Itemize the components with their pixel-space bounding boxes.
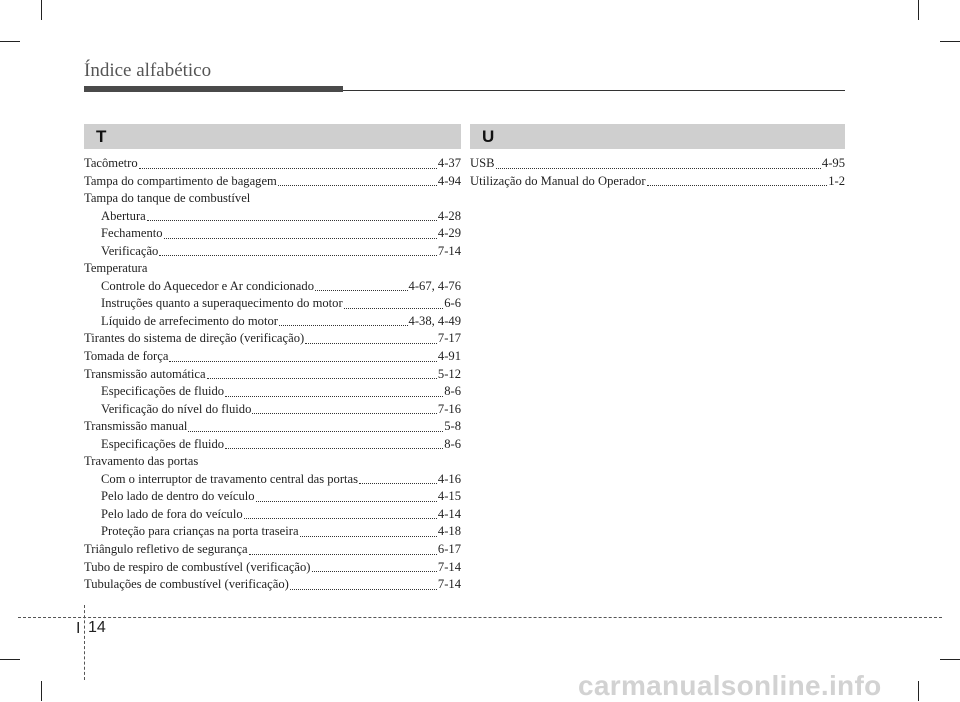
index-entry — [84, 471, 461, 489]
index-entry-page: 4-14 — [437, 506, 461, 521]
index-entry-label: Fechamento — [101, 226, 163, 241]
index-list-t — [84, 155, 461, 594]
index-entry — [84, 576, 461, 594]
crop-mark — [41, 0, 42, 20]
index-entry — [84, 401, 461, 419]
crop-mark — [940, 659, 960, 660]
dot-leader — [305, 342, 437, 344]
index-entry — [470, 173, 845, 191]
dot-leader — [169, 360, 436, 362]
index-entry-page: 4-28 — [437, 208, 461, 223]
dot-leader — [159, 254, 437, 256]
index-entry — [84, 541, 461, 559]
index-entry — [84, 260, 461, 278]
index-entry-page: 7-17 — [437, 331, 461, 346]
index-list-u — [470, 155, 845, 190]
page-number: 14 — [88, 619, 106, 636]
index-entry-label: Tubulações de combustível (verificação) — [84, 577, 289, 592]
dot-leader — [164, 237, 437, 239]
index-entry-page: 7-14 — [437, 243, 461, 258]
index-entry-label: Líquido de arrefecimento do motor — [101, 313, 278, 328]
crop-mark — [918, 681, 919, 701]
index-entry — [84, 243, 461, 261]
index-entry-label: USB — [470, 156, 495, 170]
footer-guide-line — [18, 617, 942, 618]
crop-mark — [0, 659, 20, 660]
dot-leader — [278, 184, 437, 186]
index-entry-label: Tirantes do sistema de direção (verificação) — [84, 331, 305, 346]
index-entry-label: Triângulo refletivo de segurança — [84, 542, 248, 557]
index-entry — [84, 208, 461, 226]
index-entry-label: Instruções quanto a superaquecimento do motor — [101, 296, 343, 311]
index-entry-page: 6-6 — [444, 296, 461, 311]
crop-mark — [940, 41, 960, 42]
index-entry-page: 4-37 — [437, 156, 461, 170]
index-entry — [84, 295, 461, 313]
index-entry-label: Utilização do Manual do Operador — [470, 173, 646, 188]
index-entry-label: Tampa do tanque de combustível — [84, 191, 251, 206]
index-entry — [84, 173, 461, 191]
dot-leader — [139, 167, 437, 169]
index-entry-page: 4-95 — [821, 156, 845, 170]
index-entry-label: Proteção para crianças na porta traseira — [101, 524, 299, 539]
index-entry — [84, 348, 461, 366]
index-entry — [84, 436, 461, 454]
index-entry-label: Temperatura — [84, 261, 148, 276]
index-entry-label: Travamento das portas — [84, 454, 199, 469]
footer-separator: I — [76, 620, 81, 637]
dot-leader — [312, 570, 437, 572]
index-entry-page: 1-2 — [828, 173, 845, 188]
dot-leader — [188, 430, 443, 432]
page-title: Índice alfabético — [84, 60, 212, 81]
index-entry-page: 7-16 — [437, 401, 461, 416]
index-entry-page: 4-16 — [437, 471, 461, 486]
dot-leader — [300, 535, 437, 537]
index-entry-label: Tampa do compartimento de bagagem — [84, 173, 277, 188]
dot-leader — [256, 500, 437, 502]
index-entry-page: 5-12 — [437, 366, 461, 381]
index-entry — [84, 453, 461, 471]
index-entry-page: 8-6 — [444, 436, 461, 451]
index-entry — [84, 418, 461, 436]
index-entry — [84, 330, 461, 348]
dot-leader — [344, 307, 444, 309]
index-entry-label: Transmissão automática — [84, 366, 206, 381]
index-entry-page: 7-14 — [437, 559, 461, 574]
index-entry-page: 5-8 — [444, 419, 461, 434]
index-entry-page: 4-91 — [437, 349, 461, 364]
dot-leader — [225, 395, 443, 397]
index-entry-page: 4-15 — [437, 489, 461, 504]
index-entry — [84, 190, 461, 208]
crop-mark — [918, 0, 919, 20]
dot-leader — [290, 588, 437, 590]
crop-mark — [41, 681, 42, 701]
index-entry-label: Transmissão manual — [84, 419, 188, 434]
index-entry-label: Verificação do nível do fluido — [101, 401, 252, 416]
index-entry — [84, 383, 461, 401]
dot-leader — [207, 377, 437, 379]
dot-leader — [225, 447, 443, 449]
index-entry — [84, 278, 461, 296]
index-entry — [84, 488, 461, 506]
index-entry-page: 7-14 — [437, 577, 461, 592]
index-entry-label: Especificações de fluido — [101, 436, 225, 451]
dot-leader — [244, 517, 437, 519]
index-entry-label: Pelo lado de dentro do veículo — [101, 489, 255, 504]
index-entry-label: Tomada de força — [84, 349, 169, 364]
dot-leader — [647, 184, 828, 186]
dot-leader — [279, 324, 408, 326]
index-entry-label: Pelo lado de fora do veículo — [101, 506, 243, 521]
index-entry-label: Com o interruptor de travamento central das portas — [101, 471, 359, 486]
index-entry-label: Tubo de respiro de combustível (verificação) — [84, 559, 311, 574]
index-entry-page: 6-17 — [437, 542, 461, 557]
index-entry-page: 4-29 — [437, 226, 461, 241]
index-entry-label: Abertura — [101, 208, 146, 223]
dot-leader — [315, 289, 408, 291]
dot-leader — [147, 219, 437, 221]
footer-guide-line-vertical — [84, 605, 85, 680]
index-entry — [84, 225, 461, 243]
dot-leader — [496, 167, 821, 169]
index-entry-page: 4-67, 4-76 — [408, 278, 461, 293]
index-entry-label: Tacômetro — [84, 156, 138, 170]
index-entry — [84, 155, 461, 173]
index-entry-label: Verificação — [101, 243, 159, 258]
index-entry — [84, 559, 461, 577]
watermark: carmanualsonline.info — [578, 670, 882, 701]
index-entry-page: 4-18 — [437, 524, 461, 539]
dot-leader — [252, 412, 437, 414]
index-entry — [84, 366, 461, 384]
index-entry-page: 4-94 — [437, 173, 461, 188]
letter-heading-u: U — [470, 124, 845, 149]
index-column-u — [470, 124, 845, 190]
index-entry-label: Controle do Aquecedor e Ar condicionado — [101, 278, 314, 293]
index-entry — [84, 313, 461, 331]
dot-leader — [359, 482, 437, 484]
index-entry-page: 4-38, 4-49 — [408, 313, 461, 328]
index-column-t — [84, 124, 461, 594]
index-entry-label: Especificações de fluido — [101, 384, 225, 399]
index-entry — [84, 523, 461, 541]
crop-mark — [0, 41, 20, 42]
letter-heading-t: T — [84, 124, 461, 149]
index-entry — [84, 506, 461, 524]
index-entry-page: 8-6 — [444, 384, 461, 399]
header-rule-accent — [84, 86, 343, 92]
dot-leader — [249, 553, 437, 555]
index-entry — [470, 155, 845, 173]
